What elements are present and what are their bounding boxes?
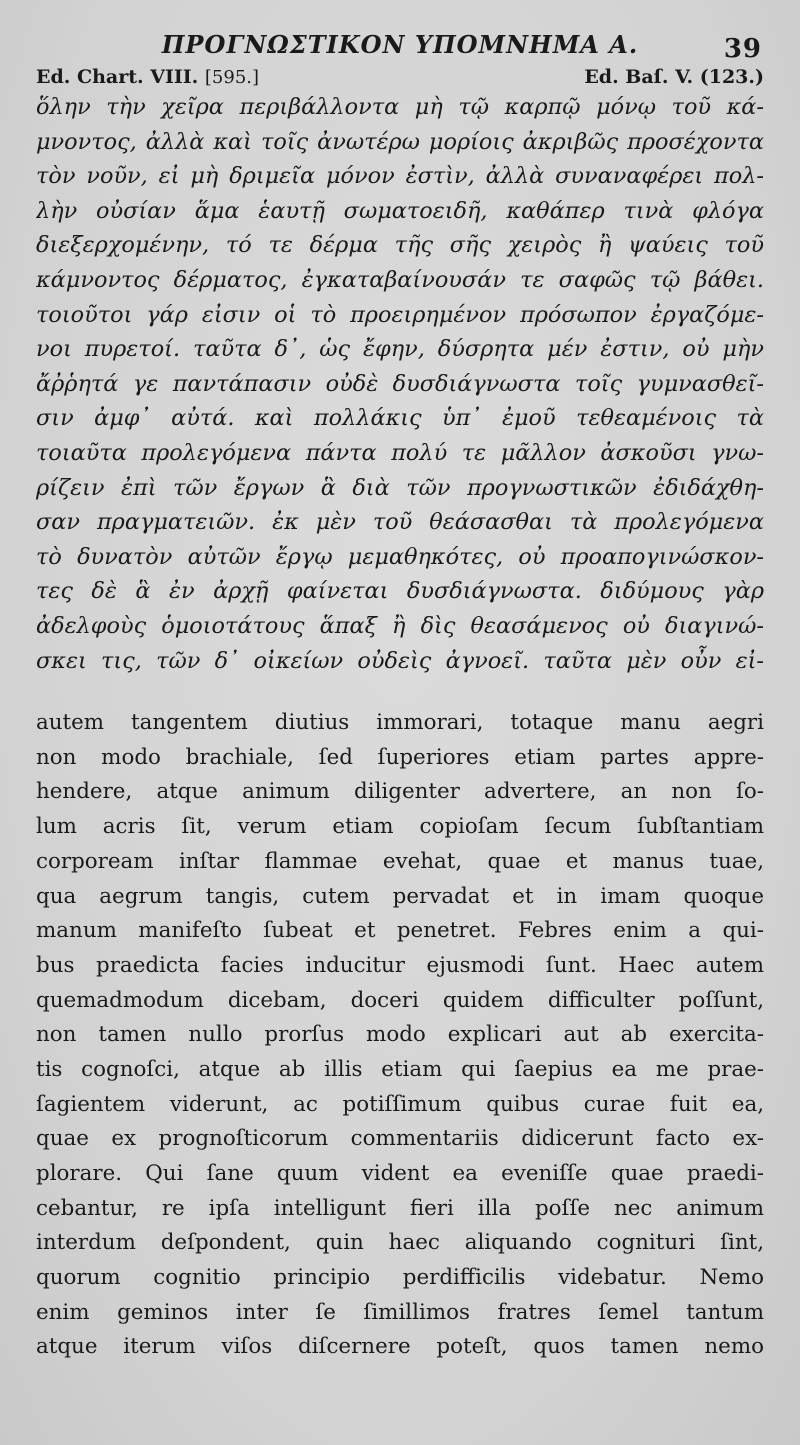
greek-text-line: ἄῤῥητά γε παντάπασιν οὐδὲ δυσδιάγνωστα τοῖς γυμνασθεῖ- bbox=[36, 370, 764, 397]
greek-text-line: ρίζειν ἐπὶ τῶν ἔργων ἃ διὰ τῶν προγνωστικῶν ἐδιδάχθη- bbox=[36, 474, 764, 501]
latin-text-line: manum manifeſto ſubeat et penetret. Febres enim a qui- bbox=[36, 918, 764, 944]
greek-text-line: λὴν οὐσίαν ἅμα ἑαυτῇ σωματοειδῆ, καθάπερ τινὰ φλόγα bbox=[36, 197, 764, 224]
latin-text-line: autem tangentem diutius immorari, totaque manu aegri bbox=[36, 710, 764, 736]
edition-reference-right: Ed. Baſ. V. (123.) bbox=[584, 66, 764, 88]
greek-text-line: σαν πραγματειῶν. ἐκ μὲν τοῦ θεάσασθαι τὰ προλεγόμενα bbox=[36, 509, 764, 536]
greek-text-block bbox=[36, 90, 764, 678]
latin-text-line: interdum deſpondent, quin haec aliquando cognituri ſint, bbox=[36, 1230, 764, 1256]
latin-text-line: enim geminos inter ſe ſimillimos fratres ſemel tantum bbox=[36, 1299, 764, 1325]
greek-text-line: τες δὲ ἃ ἐν ἀρχῇ φαίνεται δυσδιάγνωστα. διδύμους γὰρ bbox=[36, 578, 764, 605]
latin-text-line: qua aegrum tangis, cutem pervadat et in imam quoque bbox=[36, 883, 764, 909]
latin-text-line: tis cognoſci, atque ab illis etiam qui ſaepius ea me prae- bbox=[36, 1056, 764, 1082]
edition-reference-line bbox=[36, 64, 764, 90]
greek-text-line: σκει τις, τῶν δ᾽ οἰκείων οὐδεὶς ἀγνοεῖ. ταῦτα μὲν οὖν εἰ- bbox=[36, 647, 764, 674]
greek-text-line: μνοντος, ἀλλὰ καὶ τοῖς ἀνωτέρω μορίοις ἀκριβῶς προσέχοντα bbox=[36, 128, 764, 155]
latin-text-line: non tamen nullo prorſus modo explicari aut ab exercita- bbox=[36, 1022, 764, 1048]
latin-text-line: non modo brachiale, ſed ſuperiores etiam partes appre- bbox=[36, 744, 764, 770]
latin-text-block bbox=[36, 706, 764, 1365]
greek-text-line: διεξερχομένην, τό τε δέρμα τῆς σῆς χειρὸς ἢ ψαύεις τοῦ bbox=[36, 232, 764, 259]
latin-text-line: ſagientem viderunt, ac potiſſimum quibus curae fuit ea, bbox=[36, 1091, 764, 1117]
latin-text-line: bus praedicta facies inducitur ejusmodi ſunt. Haec autem bbox=[36, 952, 764, 978]
greek-text-line: τοιοῦτοι γάρ εἰσιν οἱ τὸ προειρημένον πρόσωπον ἐργαζόμε- bbox=[36, 301, 764, 328]
running-head bbox=[36, 28, 764, 62]
latin-text-line: plorare. Qui ſane quum vident ea eveniſſe quae praedi- bbox=[36, 1161, 764, 1187]
greek-text-line: τὸ δυνατὸν αὐτῶν ἔργῳ μεμαθηκότες, οὐ προαπογινώσκον- bbox=[36, 543, 764, 570]
page-number: 39 bbox=[723, 34, 762, 64]
latin-text-line: atque iterum viſos diſcernere poteſt, quos tamen nemo bbox=[36, 1334, 764, 1360]
latin-text-line: corpoream inſtar flammae evehat, quae et manus tuae, bbox=[36, 848, 764, 874]
latin-text-line: cebantur, re ipſa intelligunt fieri illa poſſe nec animum bbox=[36, 1195, 764, 1221]
latin-text-line: hendere, atque animum diligenter advertere, an non ſo- bbox=[36, 779, 764, 805]
greek-text-line: ὅλην τὴν χεῖρα περιβάλλοντα μὴ τῷ καρπῷ μόνῳ τοῦ κά- bbox=[36, 94, 764, 120]
greek-text-line: σιν ἀμφ᾽ αὐτά. καὶ πολλάκις ὑπ᾽ ἐμοῦ τεθεαμένοις τὰ bbox=[36, 405, 764, 432]
edition-chart-bracket: [595.] bbox=[204, 67, 260, 88]
edition-reference-left bbox=[36, 64, 259, 90]
running-title: ΠΡΟΓΝΩΣΤΙΚΟΝ ΥΠΟΜΝΗΜΑ Α. bbox=[161, 30, 639, 59]
latin-text-line: quae ex prognoſticorum commentariis didicerunt facto ex- bbox=[36, 1126, 764, 1152]
greek-text-line: τὸν νοῦν, εἰ μὴ δριμεῖα μόνον ἐστὶν, ἀλλὰ συναναφέρει πολ- bbox=[36, 163, 764, 190]
greek-text-line: ἀδελφοὺς ὁμοιοτάτους ἅπαξ ἢ δὶς θεασάμενος οὐ διαγινώ- bbox=[36, 612, 764, 639]
edition-chart-label: Ed. Chart. VIII. bbox=[36, 66, 199, 88]
latin-text-line: lum acris ſit, verum etiam copioſam ſecum ſubſtantiam bbox=[36, 814, 764, 840]
greek-text-line: κάμνοντος δέρματος, ἐγκαταβαίνουσάν τε σαφῶς τῷ βάθει. bbox=[36, 266, 764, 293]
greek-text-line: τοιαῦτα προλεγόμενα πάντα πολύ τε μᾶλλον ἀσκοῦσι γνω- bbox=[36, 439, 764, 466]
greek-text-line: νοι πυρετοί. ταῦτα δ᾽, ὡς ἔφην, δύσρητα μέν ἐστιν, οὐ μὴν bbox=[36, 336, 764, 363]
latin-text-line: quorum cognitio principio perdifficilis videbatur. Nemo bbox=[36, 1265, 764, 1291]
latin-text-line: quemadmodum dicebam, doceri quidem difficulter poſſunt, bbox=[36, 987, 764, 1013]
